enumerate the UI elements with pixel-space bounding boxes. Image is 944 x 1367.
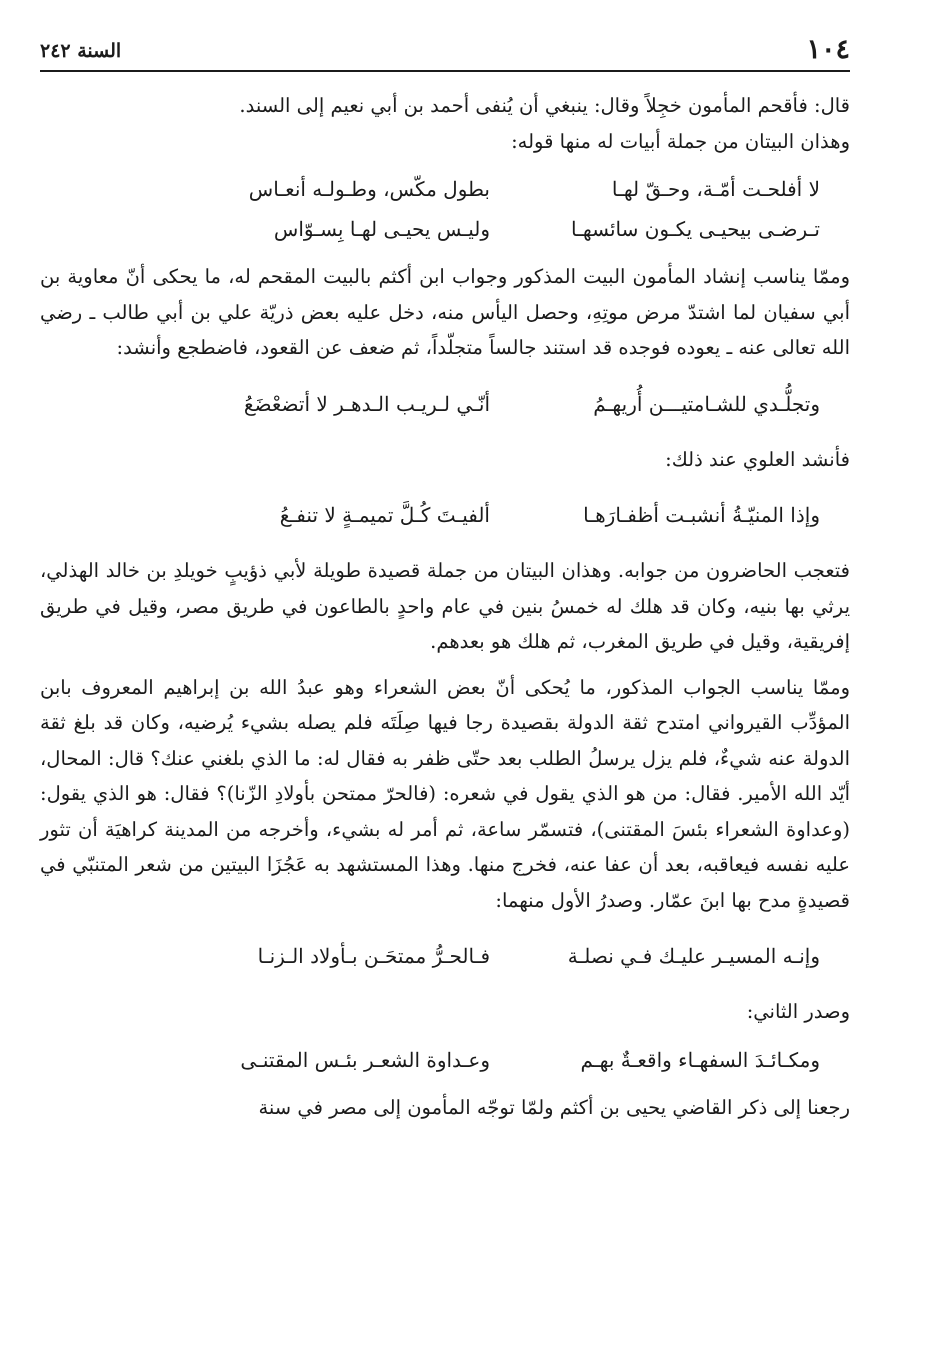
verse-hemistich-second: وعـداوة الشعـر بئـس المقتنـى [240,1047,490,1072]
book-page [40,30,850,1125]
verse-hemistich-first: وإذا المنيّـةُ أنشبـت أظفـارَهـا [583,503,820,527]
paragraph-3: وممّا يناسب إنشاد المأمون البيت المذكور وجواب ابن أكثم بالبيت المقحم له، ما يحكى أنّ معاوية بن أبي سفيان لما اشتدّ مرض موتِهِ، وحصل اليأس منه، دخل عليه بعض ذريّة علي بن أبي طالب ـ رضي الله تعالى عنه ـ يعوده فوجده قد استند جالساً متجلّداً، ثم ضعف عن القعود، فاضطجع وأنشد: [40,265,850,359]
paragraph-6: وممّا يناسب الجواب المذكور، ما يُحكى أنّ بعض الشعراء وهو عبدُ الله بن إبراهيم المعروف بابن المؤدِّب القيرواني امتدح ثقة الدولة بقصيدة رجا فيها صِلَتَه فلم يصله بشيء يُرضيه، وكان قد بلغ ثقة الدولة عنه شيءٌ، فلم يزل يرسلُ الطلب بعد حتّى ظفر به فقال له: ما الذي بلغني عنك؟ قال: المحال، أيّد الله الأمير. فقال: من هو الذي يقول في شعره: (فالحرّ ممتحن بأولادِ الزّنا)؟ فقال: هو الذي يقول: (وعداوة الشعراء بئسَ المقتنى)، فتسمّر ساعة، ثم أمر له بشيء، وأخرجه من المدينة كراهيَة أن تثور عليه نفسه فيعاقبه، بعد أن عفا عنه، فخرج منها. وهذا المستشهد به عَجُزَا البيتين من شعر المتنبّي في قصيدةٍ مدح بها ابنَ عمّار. وصدرُ الأول منهما: [40,675,850,912]
poem-verses-1 [40,169,850,249]
page-number: ١٠٤ [806,34,850,65]
verse-hemistich-first: لا أفلحـت أمّـة، وحـقّ لهـا [611,177,820,201]
page-header [40,30,850,72]
paragraph-7: وصدر الثاني: [746,1000,850,1023]
verse-hemistich-second: فـالحـرُّ ممتحَـن بـأولاد الـزنـا [257,944,490,968]
verse-hemistich-second: ألفيـتَ كُـلَّ تميمـةٍ لا تنفـعُ [279,503,490,527]
running-header-year: السنة ٢٤٢ [40,40,122,62]
verse-line [40,1040,850,1080]
verse-hemistich-first: تـرضـى بيحيـى يكـون سائسهـا [570,217,820,241]
paragraph-8: رجعنا إلى ذكر القاضي يحيى بن أكثم ولمّا توجّه المأمون إلى مصر في سنة [258,1095,850,1119]
verse-line [40,209,850,249]
poem-verse-2 [40,384,850,424]
verse-line [40,169,850,209]
paragraph-1: قال: فأقحم المأمون خجِلاً وقال: ينبغي أن يُنفى أحمد بن أبي نعيم إلى السند. [239,94,850,117]
verse-hemistich-first: ومكـائـدَ السفهـاء واقعـةٌ بهـم [580,1047,820,1072]
page-body [40,88,850,1125]
verse-line [40,495,850,535]
verse-line [40,384,850,424]
verse-line [40,936,850,976]
verse-hemistich-second: وليـس يحيـى لهـا بِسـوّاس [273,217,490,241]
paragraph-5: فتعجب الحاضرون من جوابه. وهذان البيتان من جملة قصيدة طويلة لأبي ذؤيبٍ خويلدِ بن خالد الهذلي، يرثي بها بنيه، وكان قد هلك له خمسُ بنين في عام واحدٍ بالطاعون في طريق مصر، وقيل في طريق إفريقية، وقيل في طريق المغرب، ثم هلك هو بعدهم. [40,559,850,653]
verse-hemistich-second: بطول مكّس، وطـولـه أنعـاس [248,177,490,201]
paragraph-4: فأنشد العلوي عند ذلك: [665,447,850,471]
verse-hemistich-second: أنّـي لـريـب الـدهـر لا أتضعْضَعُ [243,391,490,416]
verse-hemistich-first: وتجلُّـدي للشـامتيـــن أُريهـمُ [593,391,820,416]
verse-hemistich-first: وإنـه المسيـر عليـك فـي نصلـة [567,944,820,968]
poem-verse-3 [40,495,850,535]
poem-verse-5 [40,1040,850,1080]
paragraph-2: وهذان البيتان من جملة أبيات له منها قوله: [511,129,850,153]
poem-verse-4 [40,936,850,976]
